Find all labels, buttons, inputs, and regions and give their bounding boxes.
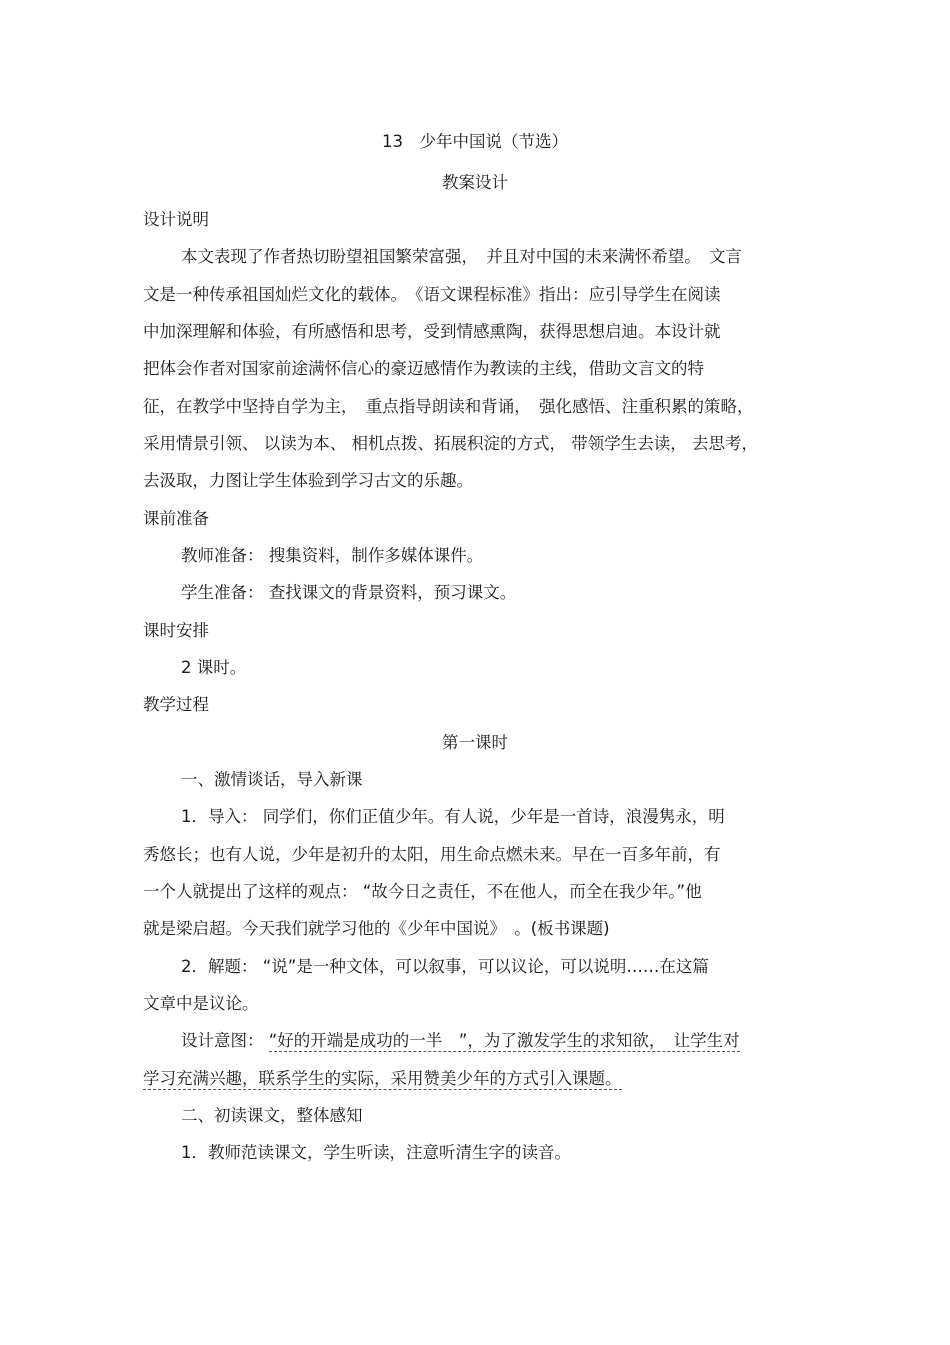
part-two-step-1: 1．教师范读课文，学生听读，注意听清生字的读音。	[181, 1143, 571, 1162]
heading-design-note: 设计说明	[143, 210, 209, 229]
part-two-heading: 二、初读课文，整体感知	[181, 1106, 363, 1125]
schedule-text: 2 课时。	[181, 658, 247, 677]
explain-line-1: 2．解题： “说”是一种文体，可以叙事，可以议论，可以说明……在这篇	[181, 957, 709, 976]
intro-line-3: 一个人就提出了这样的观点： “故今日之责任，不在他人，而全在我少年。”他	[143, 882, 702, 901]
design-intent-text-1: “好的开端是成功的一半 ”，为了激发学生的求知欲， 让学生对	[268, 1031, 740, 1050]
design-intent-line-1	[181, 1030, 740, 1052]
heading-preparation: 课前准备	[143, 509, 209, 528]
explain-line-2: 文章中是议论。	[143, 994, 259, 1013]
document-subtitle: 教案设计	[442, 173, 508, 192]
design-intent-line-2	[143, 1068, 622, 1090]
design-note-line-7: 去汲取，力图让学生体验到学习古文的乐趣。	[143, 471, 473, 490]
design-note-line-1: 本文表现了作者热切盼望祖国繁荣富强， 并且对中国的未来满怀希望。 文言	[181, 247, 742, 266]
design-intent-text-2: 学习充满兴趣，联系学生的实际，采用赞美少年的方式引入课题。	[143, 1069, 622, 1088]
design-note-line-4: 把体会作者对国家前途满怀信心的豪迈感情作为教读的主线，借助文言文的特	[143, 359, 704, 378]
document-title: 13 少年中国说（节选）	[382, 132, 568, 151]
lesson-one-heading: 第一课时	[442, 733, 508, 752]
part-one-heading: 一、激情谈话，导入新课	[181, 770, 363, 789]
design-note-line-2: 文是一种传承祖国灿烂文化的载体。 《语文课程标准》指出：应引导学生在阅读	[143, 285, 721, 304]
intro-line-2: 秀悠长；也有人说，少年是初升的太阳，用生命点燃未来。早在一百多年前，有	[143, 845, 721, 864]
intro-line-4: 就是梁启超。今天我们就学习他的《少年中国说》 。(板书课题)	[143, 919, 610, 938]
design-note-line-6: 采用情景引领、 以读为本、 相机点拨、拓展积淀的方式， 带领学生去读， 去思考，	[143, 434, 758, 453]
design-note-line-3: 中加深理解和体验，有所感悟和思考，受到情感熏陶，获得思想启迪。本设计就	[143, 322, 721, 341]
teacher-preparation: 教师准备： 搜集资料，制作多媒体课件。	[181, 546, 484, 565]
design-intent-label: 设计意图：	[181, 1031, 269, 1050]
design-note-line-5: 征，在教学中坚持自学为主， 重点指导朗读和背诵， 强化感悟、注重积累的策略，	[143, 397, 754, 416]
intro-line-1: 1．导入： 同学们，你们正值少年。有人说，少年是一首诗，浪漫隽永，明	[181, 807, 725, 826]
student-preparation: 学生准备： 查找课文的背景资料，预习课文。	[181, 583, 517, 602]
heading-process: 教学过程	[143, 695, 209, 714]
heading-schedule: 课时安排	[143, 621, 209, 640]
